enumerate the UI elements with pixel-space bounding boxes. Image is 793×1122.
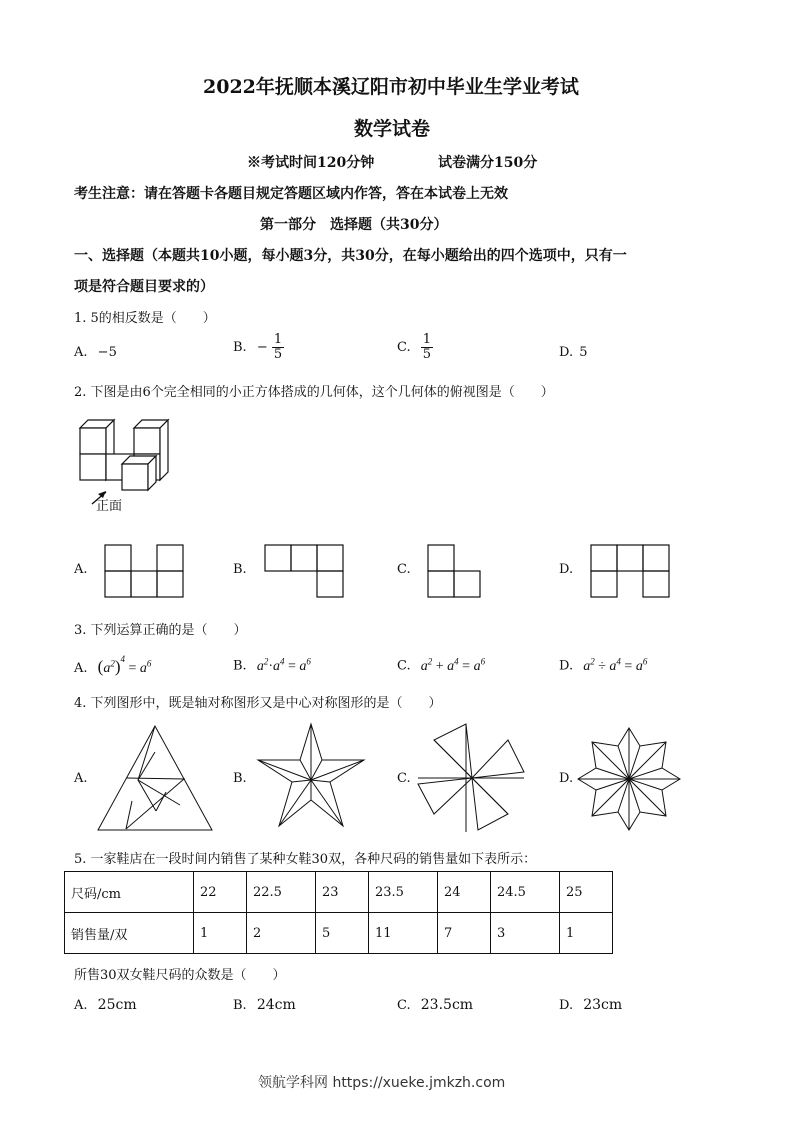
q2-option-c-label[interactable]: C. — [397, 562, 411, 577]
exam-score: 试卷满分150分 — [438, 155, 538, 171]
option-label: A. — [74, 345, 88, 360]
exam-title: 2022年抚顺本溪辽阳市初中毕业生学业考试 — [203, 76, 579, 98]
exam-time: ※考试时间120分钟 — [247, 155, 375, 171]
option-label: B. — [233, 998, 247, 1013]
q4-stem: 4. 下列图形中，既是轴对称图形又是中心对称图形的是（ ） — [74, 696, 442, 711]
option-label: A. — [74, 998, 88, 1013]
q5-option-a[interactable] — [74, 997, 137, 1013]
section-heading-line1: 一、选择题（本题共10小题，每小题3分，共30分，在每小题给出的四个选项中，只有一 — [74, 248, 627, 264]
q2-option-c-grid[interactable] — [427, 544, 507, 598]
exam-notice: 考生注意：请在答题卡各题目规定答题区域内作答，答在本试卷上无效 — [74, 186, 508, 202]
q4-option-a-triangle-figure[interactable] — [96, 724, 214, 832]
q3-option-a[interactable] — [74, 654, 151, 677]
section-heading-line2: 项是符合题目要求的） — [74, 279, 214, 295]
q3-option-c[interactable] — [397, 656, 485, 675]
expression: $a^2\cdot a^4 = a^6$ — [256, 656, 311, 674]
q5-stem: 5. 一家鞋店在一段时间内销售了某种女鞋30双，各种尺码的销售量如下表所示： — [74, 852, 537, 867]
table-cell: 1 — [194, 913, 247, 954]
fraction: $\frac{1}{5}$ — [422, 332, 432, 362]
table-cell: 尺码/cm — [65, 872, 194, 913]
footer-watermark-link[interactable]: 领航学科网 https://xueke.jmkzh.com — [258, 1075, 506, 1091]
expression: $a^2 + a^4 = a^6$ — [420, 656, 486, 674]
table-cell: 1 — [560, 913, 613, 954]
q3-option-b[interactable] — [233, 656, 311, 675]
option-value: 5 — [579, 345, 588, 360]
table-cell: 销售量/双 — [65, 913, 194, 954]
q2-stem: 2. 下图是由6个完全相同的小正方体搭成的几何体，这个几何体的俯视图是（ ） — [74, 385, 554, 400]
table-cell: 7 — [438, 913, 491, 954]
option-label: B. — [233, 658, 247, 674]
table-cell: 22.5 — [247, 872, 316, 913]
q2-option-d-label[interactable]: D. — [559, 562, 574, 577]
table-cell: 3 — [491, 913, 560, 954]
q4-option-b-label[interactable]: B. — [233, 771, 247, 786]
q2-option-a-grid[interactable] — [104, 544, 184, 598]
option-label: D. — [559, 658, 574, 674]
option-label: C. — [397, 340, 411, 355]
option-label: A. — [74, 661, 88, 676]
q4-option-d-flower-figure[interactable] — [576, 726, 682, 832]
q4-option-a-label[interactable]: A. — [74, 771, 88, 786]
q1-option-c[interactable] — [397, 333, 433, 362]
table-cell: 2 — [247, 913, 316, 954]
option-value: 24cm — [256, 997, 296, 1013]
q1-option-b[interactable] — [233, 333, 284, 362]
q3-option-d[interactable] — [559, 656, 647, 675]
option-value: −5 — [97, 345, 117, 360]
q5-option-d[interactable] — [559, 997, 622, 1013]
exam-subtitle: 数学试卷 — [354, 118, 431, 140]
q2-option-b-grid[interactable] — [264, 544, 344, 598]
table-row — [65, 913, 613, 954]
fraction: $\frac{1}{5}$ — [273, 332, 283, 362]
table-cell: 23 — [316, 872, 369, 913]
q4-option-d-label[interactable]: D. — [559, 771, 574, 786]
option-value: 23.5cm — [420, 997, 474, 1013]
minus-sign: − — [256, 340, 268, 355]
expression: $(a^2)^4 = a^6$ — [97, 654, 152, 676]
table-cell: 23.5 — [369, 872, 438, 913]
table-cell: 22 — [194, 872, 247, 913]
option-label: D. — [559, 998, 574, 1013]
q3-stem: 3. 下列运算正确的是（ ） — [74, 623, 247, 638]
expression: $a^2 \div a^4 = a^6$ — [583, 656, 648, 674]
option-label: B. — [233, 340, 247, 355]
option-label: D. — [559, 345, 574, 360]
cube-solid-figure — [78, 412, 178, 517]
table-cell: 24 — [438, 872, 491, 913]
table-cell: 11 — [369, 913, 438, 954]
option-label: C. — [397, 658, 411, 674]
q5-question: 所售30双女鞋尺码的众数是（ ） — [74, 968, 286, 983]
q1-option-a[interactable] — [74, 345, 117, 360]
q5-option-c[interactable] — [397, 997, 473, 1013]
option-value: 23cm — [583, 997, 623, 1013]
q5-option-b[interactable] — [233, 997, 296, 1013]
option-label: C. — [397, 998, 411, 1013]
option-value: 25cm — [97, 997, 137, 1013]
table-cell: 24.5 — [491, 872, 560, 913]
table-cell: 5 — [316, 913, 369, 954]
q4-option-c-label[interactable]: C. — [397, 771, 411, 786]
size-sales-table — [64, 871, 613, 954]
q2-option-d-grid[interactable] — [590, 544, 670, 598]
q4-option-b-star-figure[interactable] — [256, 722, 366, 830]
table-cell: 25 — [560, 872, 613, 913]
q4-option-c-pinwheel-figure[interactable] — [416, 722, 528, 834]
part-heading: 第一部分 选择题（共30分） — [260, 217, 448, 233]
front-label: 正面 — [96, 499, 123, 514]
q1-option-d[interactable] — [559, 345, 588, 360]
table-row — [65, 872, 613, 913]
q1-stem: 1. 5的相反数是（ ） — [74, 311, 216, 326]
q2-option-a-label[interactable]: A. — [74, 562, 88, 577]
q2-option-b-label[interactable]: B. — [233, 562, 247, 577]
